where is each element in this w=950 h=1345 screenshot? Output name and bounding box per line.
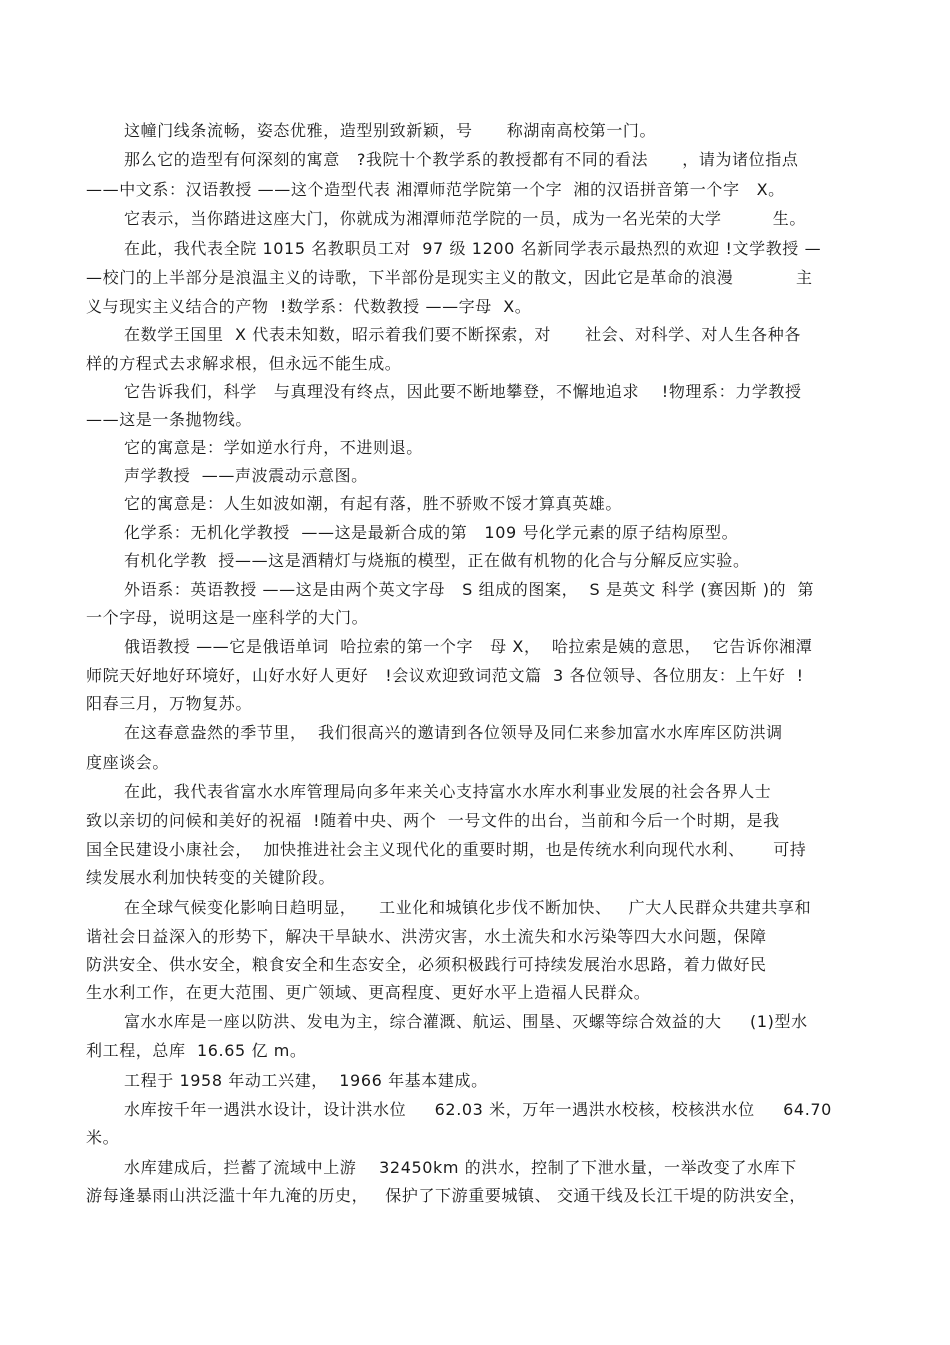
text-line: 利工程，总库 16.65 亿 m。 [86, 1041, 307, 1060]
text-line: 国全民建设小康社会， 加快推进社会主义现代化的重要时期，也是传统水利向现代水利、 可持 [86, 840, 807, 859]
text-line: 它表示，当你踏进这座大门，你就成为湘潭师范学院的一员，成为一名光荣的大学 生。 [124, 209, 806, 228]
text-line: 它告诉我们，科学 与真理没有终点，因此要不断地攀登，不懈地追求 !物理系：力学教授 [124, 382, 802, 401]
text-line: ——这是一条抛物线。 [86, 410, 253, 429]
text-line: 水库按千年一遇洪水设计，设计洪水位 62.03 米，万年一遇洪水校核，校核洪水位 64.70 [124, 1100, 832, 1119]
text-line: 阳春三月，万物复苏。 [86, 694, 253, 713]
text-line: 谐社会日益深入的形势下，解决干旱缺水、洪涝灾害，水土流失和水污染等四大水问题，保障 [86, 927, 767, 946]
text-line: 这幢门线条流畅，姿态优雅，造型别致新颖，号 称湖南高校第一门。 [124, 121, 657, 140]
text-line: 俄语教授 ——它是俄语单词 哈拉索的第一个字 母 X， 哈拉索是姨的意思， 它告诉你湘潭 [124, 637, 813, 656]
text-line: 在此，我代表省富水水库管理局向多年来关心支持富水水库水利事业发展的社会各界人士 [124, 782, 772, 801]
text-line: 工程于 1958 年动工兴建， 1966 年基本建成。 [124, 1071, 488, 1090]
text-line: 富水水库是一座以防洪、发电为主，综合灌溉、航运、围垦、灭螺等综合效益的大 (1)型水 [124, 1012, 808, 1031]
text-line: 在此，我代表全院 1015 名教职员工对 97 级 1200 名新同学表示最热烈的欢迎 !文学教授 — [124, 239, 822, 258]
text-line: 外语系：英语教授 ——这是由两个英文字母 S 组成的图案， S 是英文 科学 (赛因斯 )的 第 [124, 580, 815, 599]
text-line: 米。 [86, 1128, 120, 1147]
text-line: 在全球气候变化影响日趋明显， 工业化和城镇化步伐不断加快、 广大人民群众共建共享和 [124, 898, 812, 917]
text-line: 化学系：无机化学教授 ——这是最新合成的第 109 号化学元素的原子结构原型。 [124, 523, 739, 542]
text-line: 续发展水利加快转变的关键阶段。 [86, 868, 336, 887]
text-line: 度座谈会。 [86, 753, 170, 772]
text-line: —校门的上半部分是浪温主义的诗歌，下半部份是现实主义的散文，因此它是革命的浪漫 主 [86, 268, 813, 287]
text-line: 游每逢暴雨山洪泛滥十年九淹的历史， 保护了下游重要城镇、 交通干线及长江干堤的防洪安全， [86, 1186, 806, 1205]
text-line: 生水利工作，在更大范围、更广领域、更高程度、更好水平上造福人民群众。 [86, 983, 651, 1002]
text-line: 致以亲切的问候和美好的祝福 !随着中央、两个 一号文件的出台，当前和今后一个时期，是我 [86, 811, 780, 830]
text-line: 义与现实主义结合的产物 !数学系：代数教授 ——字母 X。 [86, 297, 532, 316]
text-line: 有机化学教 授——这是酒精灯与烧瓶的模型，正在做有机物的化合与分解反应实验。 [124, 551, 750, 570]
text-line: 一个字母，说明这是一座科学的大门。 [86, 608, 369, 627]
text-line: 样的方程式去求解求根，但永远不能生成。 [86, 354, 402, 373]
text-line: ——中文系：汉语教授 ——这个造型代表 湘潭师范学院第一个字 湘的汉语拼音第一个字 X。 [86, 180, 785, 199]
text-line: 它的寓意是：学如逆水行舟，不进则退。 [124, 438, 423, 457]
text-line: 师院天好地好环境好，山好水好人更好 !会议欢迎致词范文篇 3 各位领导、各位朋友：上午好 ! [86, 666, 804, 685]
text-line: 水库建成后，拦蓄了流域中上游 32450km 的洪水，控制了下泄水量，一举改变了水库下 [124, 1158, 797, 1177]
text-line: 在这春意盎然的季节里， 我们很高兴的邀请到各位领导及同仁来参加富水水库库区防洪调 [124, 723, 783, 742]
text-line: 在数学王国里 X 代表未知数，昭示着我们要不断探索，对 社会、对科学、对人生各种各 [124, 325, 801, 344]
text-line: 声学教授 ——声波震动示意图。 [124, 466, 368, 485]
text-line: 防洪安全、供水安全，粮食安全和生态安全，必须积极践行可持续发展治水思路，着力做好民 [86, 955, 767, 974]
text-line: 它的寓意是：人生如波如潮，有起有落，胜不骄败不馁才算真英雄。 [124, 494, 623, 513]
text-line: 那么它的造型有何深刻的寓意 ?我院十个教学系的教授都有不同的看法 ，请为诸位指点 [124, 150, 799, 169]
